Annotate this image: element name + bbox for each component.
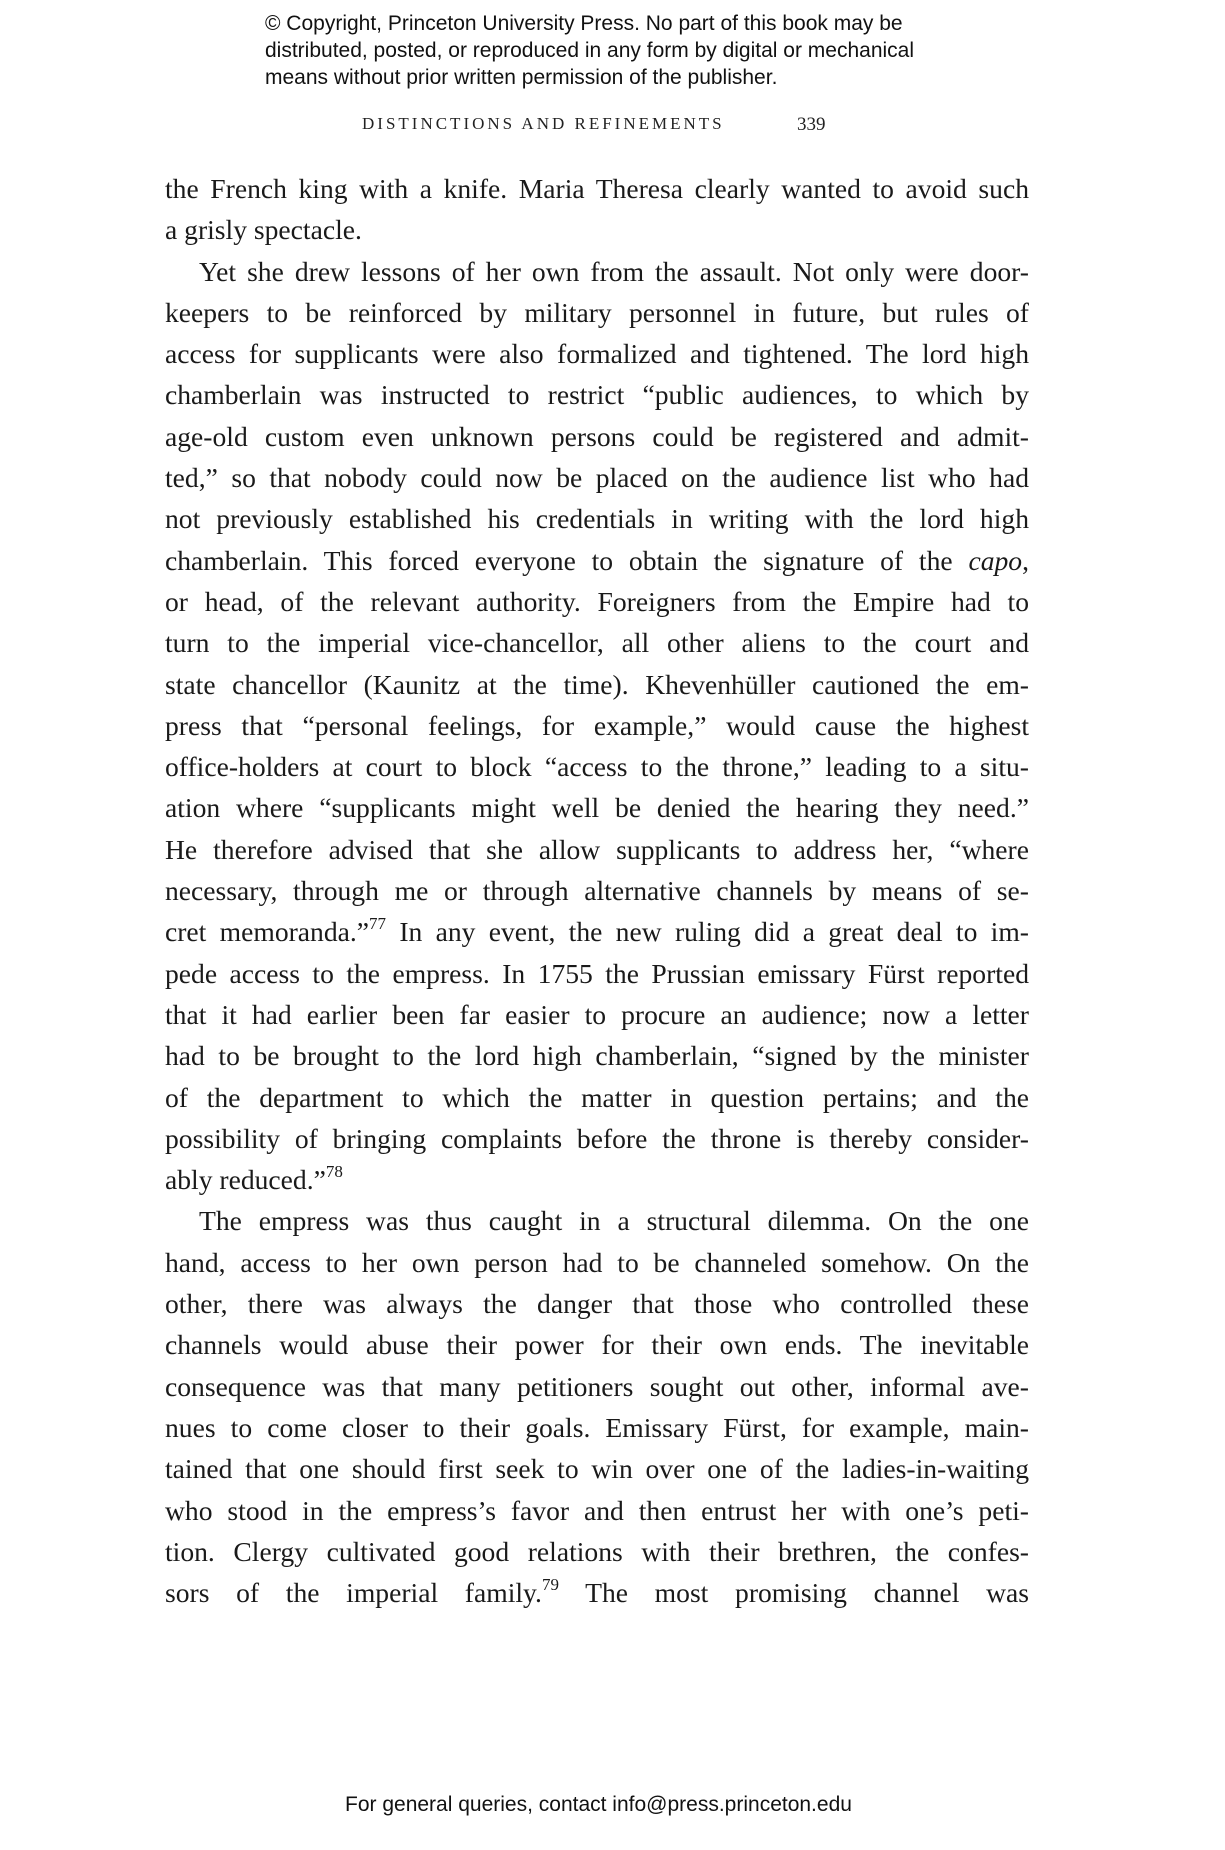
text-line: He therefore advised that she allow supplicants to address her, “where: [165, 833, 1029, 865]
text-line-part: sors of the imperial family.: [165, 1577, 542, 1609]
text-line: that it had earlier been far easier to procure an audience; now a letter: [165, 998, 1029, 1030]
text-line: other, there was always the danger that those who controlled these: [165, 1288, 1029, 1320]
text-line: [165, 1159, 1029, 1200]
footnote-ref: 77: [369, 914, 387, 934]
text-line: press that “personal feelings, for example,” would cause the highest: [165, 709, 1029, 741]
copyright-line: distributed, posted, or reproduced in any form by digital or mechanical: [265, 39, 915, 62]
text-line: had to be brought to the lord high chamberlain, “signed by the minister: [165, 1040, 1029, 1072]
text-line: possibility of bringing complaints before the throne is thereby consider-: [165, 1122, 1029, 1154]
text-line-part: The most promising channel was: [558, 1577, 1029, 1609]
copyright-line: © Copyright, Princeton University Press. No part of this book may be: [265, 12, 903, 35]
copyright-notice: [265, 10, 1045, 91]
text-line: tion. Clergy cultivated good relations with their brethren, the confes-: [165, 1535, 1029, 1567]
text-line: Yet she drew lessons of her own from the assault. Not only were door-: [199, 255, 1029, 287]
text-line: a grisly spectacle.: [165, 214, 362, 246]
text-line-part: ,: [1022, 544, 1029, 576]
text-line: office-holders at court to block “access to the throne,” leading to a situ-: [165, 751, 1029, 783]
text-line: channels would abuse their power for their own ends. The inevitable: [165, 1329, 1029, 1361]
footnote-ref: 78: [325, 1161, 343, 1181]
text-line: ted,” so that nobody could now be placed on the audience list who had: [165, 462, 1029, 494]
text-line: The empress was thus caught in a structural dilemma. On the one: [199, 1205, 1029, 1237]
text-line: pede access to the empress. In 1755 the Prussian emissary Fürst reported: [165, 957, 1029, 989]
text-line: hand, access to her own person had to be channeled somehow. On the: [165, 1246, 1029, 1278]
copyright-line: means without prior written permission of the publisher.: [265, 66, 778, 89]
text-line-part: In any event, the new ruling did a great deal to im-: [386, 916, 1029, 948]
text-line-part: chamberlain. This forced everyone to obtain the signature of the: [165, 544, 969, 576]
running-head: DISTINCTIONS AND REFINEMENTS: [362, 114, 725, 133]
text-line: or head, of the relevant authority. Foreigners from the Empire had to: [165, 585, 1029, 617]
page-number: 339: [797, 114, 826, 135]
text-line: consequence was that many petitioners sought out other, informal ave-: [165, 1370, 1029, 1402]
body-text: [165, 168, 1029, 1613]
text-line: chamberlain was instructed to restrict “public audiences, to which by: [165, 379, 1029, 411]
text-line: necessary, through me or through alternative channels by means of se-: [165, 875, 1029, 907]
text-line: [165, 1572, 1029, 1613]
text-line: ation where “supplicants might well be denied the hearing they need.”: [165, 792, 1029, 824]
text-line: state chancellor (Kaunitz at the time). Khevenhüller cautioned the em-: [165, 668, 1029, 700]
text-line: age-old custom even unknown persons could be registered and admit-: [165, 420, 1029, 452]
text-line: of the department to which the matter in question pertains; and the: [165, 1081, 1029, 1113]
footer-contact: For general queries, contact info@press.princeton.edu: [345, 1793, 852, 1816]
text-line-part: ably reduced.”: [165, 1164, 326, 1196]
text-line: access for supplicants were also formalized and tightened. The lord high: [165, 338, 1029, 370]
text-line-part: cret memoranda.”: [165, 916, 370, 948]
italic-word: capo: [968, 544, 1023, 576]
footnote-ref: 79: [541, 1574, 559, 1594]
text-line: turn to the imperial vice-chancellor, all other aliens to the court and: [165, 627, 1029, 659]
text-line: the French king with a knife. Maria Theresa clearly wanted to avoid such: [165, 173, 1029, 204]
text-line: [165, 911, 1029, 952]
text-line: who stood in the empress’s favor and then entrust her with one’s peti-: [165, 1494, 1029, 1526]
text-line: [165, 540, 1029, 581]
text-line: nues to come closer to their goals. Emissary Fürst, for example, main-: [165, 1411, 1029, 1443]
text-line: tained that one should first seek to win over one of the ladies-in-waiting: [165, 1453, 1029, 1485]
text-line: keepers to be reinforced by military personnel in future, but rules of: [165, 296, 1029, 328]
text-line: not previously established his credentials in writing with the lord high: [165, 503, 1029, 535]
